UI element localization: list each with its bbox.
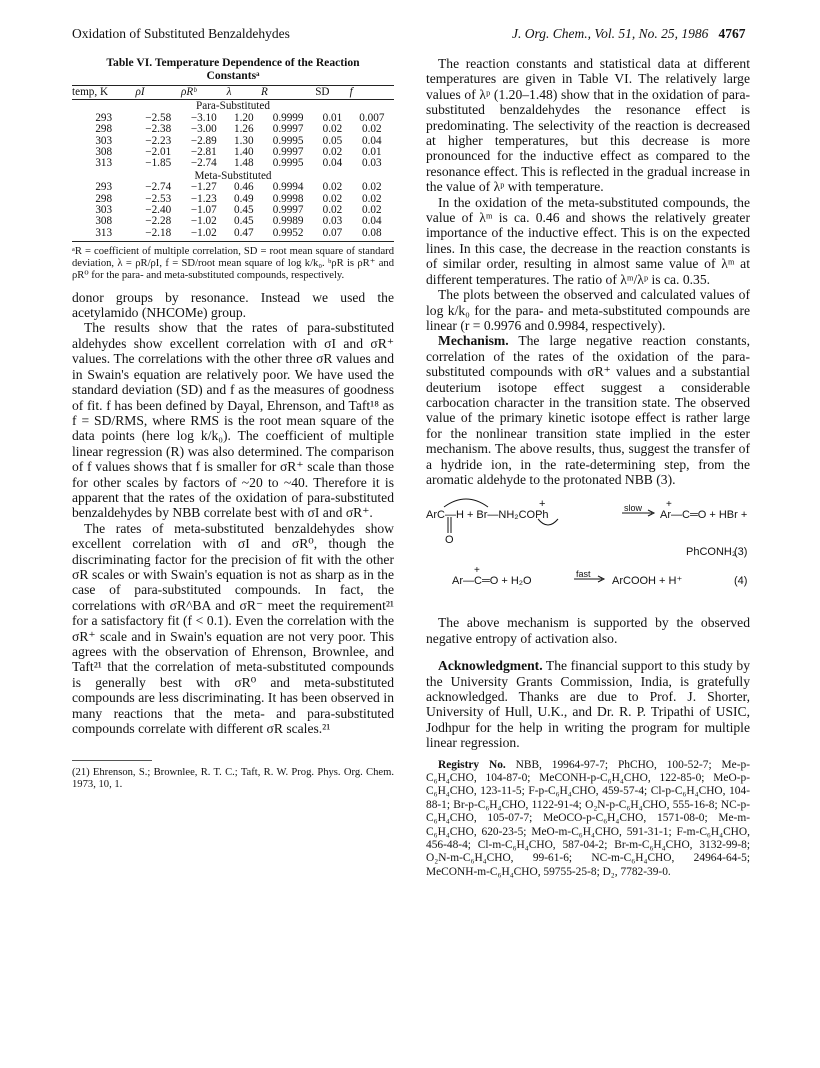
reaction3-byproduct: PhCONH₂ (686, 546, 737, 559)
table-cell: 0.47 (227, 228, 261, 242)
table-footnote: ᵃR = coefficient of multiple correlation, SD = root mean square of standard deviation, λ = ρR/ρI, f = SD/root mean square of log k/k₀. ᵇρR is ρR⁺ and ρR⁰ for the para- and meta-substituted compounds, respectively. (72, 246, 394, 281)
table-cell: 0.02 (322, 192, 343, 205)
table-cell: 0.07 (315, 228, 349, 242)
table-row (72, 158, 394, 169)
table-cell: 0.9952 (261, 228, 315, 242)
column-header: λ (227, 86, 261, 100)
table-cell: −2.40 (145, 204, 172, 217)
running-title: Oxidation of Substituted Benzaldehydes (72, 26, 290, 41)
table-cell: 0.007 (359, 111, 385, 124)
table-cell: 303 (95, 204, 113, 217)
table-cell: 0.02 (322, 123, 343, 136)
table-row (72, 194, 394, 205)
table-cell: 298 (95, 123, 113, 136)
table-cell: −2.58 (145, 111, 172, 124)
column-header: R (261, 86, 315, 100)
table-row (72, 216, 394, 227)
equation-number-3: (3) (734, 546, 748, 559)
table-cell: 1.40 (234, 146, 254, 159)
paragraph: In the oxidation of the meta-substituted compounds, the value of λᵐ is ca. 0.46 and shows the relatively greater importance of the inductive effect. This is on the expected lines. In this case, the decrease in the reaction constants is of similar order, resulting in almost same value of λᵐ at different temperatures. The ratio of λᵐ/λᵖ is ca. 0.35. (426, 194, 750, 287)
column-header: ρI (135, 86, 181, 100)
table-cell: 293 (95, 111, 113, 124)
positive-charge: + (666, 499, 672, 511)
right-column (426, 56, 750, 879)
table-cell: −2.01 (145, 146, 172, 159)
table-cell: −2.89 (190, 134, 217, 147)
table-cell: −2.74 (145, 181, 172, 194)
table-group-label-row (72, 100, 394, 113)
table-cell: 0.02 (362, 181, 382, 194)
registry-heading: Registry No. (438, 758, 506, 771)
table-cell: −3.00 (190, 123, 217, 136)
constants-table (72, 85, 394, 242)
acknowledgment-paragraph (426, 658, 750, 750)
table-cell: −1.27 (190, 181, 217, 194)
acknowledgment-heading: Acknowledgment. (438, 658, 543, 674)
table-row (72, 228, 394, 242)
journal-name: J. Org. Chem., Vol. 51, No. 25, 1986 (512, 26, 709, 41)
table-cell: 0.01 (322, 111, 343, 124)
carbonyl-oxygen: O (445, 534, 454, 547)
table-cell: 0.45 (234, 215, 254, 228)
table-cell: 1.20 (234, 111, 254, 124)
table-cell: 0.46 (234, 181, 254, 194)
reaction3-products: Ar—C═O + HBr + (660, 509, 748, 522)
reference-21: (21) Ehrenson, S.; Brownlee, R. T. C.; Taft, R. W. Prog. Phys. Org. Chem. 1973, 10, 1. (72, 767, 394, 791)
table-cell: −2.18 (135, 228, 181, 242)
page-number: 4767 (718, 26, 746, 41)
table-cell: 0.03 (322, 215, 343, 228)
column-header: temp, K (72, 86, 135, 100)
table-header-row (72, 86, 394, 100)
table-cell: −1.85 (145, 157, 172, 170)
table-cell: 0.04 (362, 215, 382, 228)
journal-citation (512, 26, 746, 42)
table-cell: −2.74 (190, 157, 217, 170)
table-cell: 0.02 (362, 192, 382, 205)
table-cell: 1.48 (234, 157, 254, 170)
table-cell: 0.45 (234, 204, 254, 217)
table-cell: 0.02 (322, 146, 343, 159)
table-cell: −2.53 (145, 192, 172, 205)
table-cell: 0.01 (362, 146, 382, 159)
reaction4-products: ArCOOH + H⁺ (612, 575, 683, 588)
column-header: SD (315, 86, 349, 100)
table-row (72, 136, 394, 147)
table-cell: −1.07 (190, 204, 217, 217)
reaction4-reactants: Ar—C═O + H₂O (452, 575, 532, 588)
table-cell: 313 (95, 157, 113, 170)
slow-label: slow (624, 503, 643, 514)
table-cell: 0.9997 (272, 146, 304, 159)
column-header: ρRᵇ (181, 86, 227, 100)
registry-paragraph (426, 759, 750, 880)
table-cell: 0.49 (234, 192, 254, 205)
table-cell: 0.02 (362, 123, 382, 136)
table-cell: 0.9994 (272, 181, 304, 194)
table-cell: 1.26 (234, 123, 254, 136)
paragraph: The reaction constants and statistical data at different temperatures are given in Table VI. The relatively large values of λᵖ (1.20–1.48) show that in the oxidation of para-substituted benzaldehydes the resonance effect is predominating. The selectivity of the reaction is decreased at higher temperatures, but this decrease is more pronounced for the inductive effect as compared to the resonance effect. This is reflected in the gradual increase in the value of λᵖ with temperature. (426, 56, 750, 195)
table-cell: −2.81 (190, 146, 217, 159)
table-cell: 0.9989 (272, 215, 304, 228)
reaction-scheme (426, 497, 750, 607)
table-cell: −2.28 (145, 215, 172, 228)
table-row (72, 113, 394, 124)
paragraph: The results show that the rates of para-substituted aldehydes show excellent correlation with σI and σR⁺ values. The correlations with the other three σR values and in Swain's equation are relatively poor. We have used the standard deviation (SD) and f as the measures of goodness of fit. f has been defined by Dayal, Ehrenson, and Taft¹⁸ as f = SD/RMS, where RMS is the root mean square of the data points (here log k/k₀). The coefficient of multiple linear regression (R) was also determined. The comparison of f values shows that f is smaller for σR⁺ scale than those for other scales by factors of ~20 to ~40. Therefore it is apparent that the rates of the oxidation of para-substituted benzaldehydes by NBB correlate best with σI and σR⁺. (72, 320, 394, 521)
table-cell: 0.9995 (272, 157, 304, 170)
table-row (72, 182, 394, 193)
equation-number-4: (4) (734, 575, 748, 588)
table-cell: 313 (72, 228, 135, 242)
table-cell: 0.9998 (272, 192, 304, 205)
table-group-para (72, 100, 394, 170)
table-caption: Table VI. Temperature Dependence of the Reaction Constantsᵃ (106, 56, 360, 82)
curved-arrow-icon (444, 499, 488, 507)
table-cell: 293 (95, 181, 113, 194)
table-group-label: Meta-Substituted (194, 169, 272, 182)
column-header: f (350, 86, 394, 100)
table-row (72, 124, 394, 135)
paragraph: The rates of meta-substituted benzaldehydes show excellent correlation with σI and σR⁰, though the discriminating factor for the precision of fit with the other σR scales or with Swain's equation is not as sharp as in the case of para-substituted compounds. In fact, the correlations with σR^BA and σR⁻ meet the requirement²¹ for a satisfactory fit (f < 0.1). Even the correlation with the σR⁺ scale and in Swain's equation are not very poor. This agrees with the observation of Ehrenson, Brownlee, and Taft²¹ that the correlation of meta-substituted compounds is generally best with σR⁰ and meta-substituted compounds are less discriminating. It has been observed in many reactions that the meta- and para-substituted compounds correlate with different σR scales.²¹ (72, 520, 394, 737)
table-group-label-row (72, 170, 394, 182)
table-cell: −1.02 (181, 228, 227, 242)
fast-label: fast (576, 569, 591, 580)
table-cell: −1.23 (190, 192, 217, 205)
table-cell: 0.02 (322, 181, 343, 194)
table-row (72, 205, 394, 216)
table-cell: 0.9999 (272, 111, 304, 124)
mechanism-text: The large negative reaction constants, correlation of the rates of the oxidation of the para-substituted compounds with σR⁺ values and a substantial deuterium isotope effect suggest a considerable carbocation character in the transition state. The observed value of the primary kinetic isotope effect is rather large for the nonlinear transition state implied in the ester mechanism. The above results, thus, suggest the transfer of a hydride ion, in the rate-determining step, from the aromatic aldehyde to the protonated NBB (3). (426, 333, 750, 487)
table-cell: 0.9997 (272, 204, 304, 217)
registry-text: NBB, 19964-97-7; PhCHO, 100-52-7; Me-p-C₆H₄CHO, 104-87-0; MeCONH-p-C₆H₄CHO, 122-85-0; MeO-p-C₆H₄CHO, 123-11-5; F-p-C₆H₄CHO, 459-57-4; Cl-p-C₆H₄CHO, 104-88-1; Br-p-C₆H₄CHO, 1122-91-4; O₂N-p-C₆H₄CHO, 555-16-8; NC-p-C₆H₄CHO, 105-07-7; MeOCO-p-C₆H₄CHO, 1571-08-0; Me-m-C₆H₄CHO, 620-23-5; MeO-m-C₆H₄CHO, 591-31-1; F-m-C₆H₄CHO, 456-48-4; Cl-m-C₆H₄CHO, 587-04-2; Br-m-C₆H₄CHO, 3132-99-8; O₂N-m-C₆H₄CHO, 99-61-6; NC-m-C₆H₄CHO, 24964-64-5; MeCONH-m-C₆H₄CHO, 59755-25-8; D₂, 7782-39-0. (426, 758, 750, 878)
table-cell: −2.38 (145, 123, 172, 136)
reaction3-reactants: ArC—H + Br—NH₂COPh (426, 509, 549, 522)
table-cell: 0.9997 (272, 123, 304, 136)
table-cell: 0.04 (322, 157, 343, 170)
table-cell: 1.30 (234, 134, 254, 147)
table-row (72, 147, 394, 158)
table-cell: −3.10 (190, 111, 217, 124)
table-cell: 0.02 (322, 204, 343, 217)
table-cell: 303 (95, 134, 113, 147)
paragraph: The plots between the observed and calculated values of log k/k₀ for the para- and meta-substituted compounds are linear (r = 0.9976 and 0.9984, respectively). (426, 287, 750, 333)
table-cell: 298 (95, 192, 113, 205)
table-cell: 0.04 (362, 134, 382, 147)
left-column (72, 56, 394, 791)
mechanism-heading: Mechanism. (438, 333, 509, 349)
table-cell: 0.05 (322, 134, 343, 147)
table-cell: 308 (95, 215, 113, 228)
table-cell: 0.08 (350, 228, 394, 242)
table-cell: −2.23 (145, 134, 172, 147)
table-cell: −1.02 (190, 215, 217, 228)
acknowledgment-text: The financial support to this study by the University Grants Commission, India, is gratefully acknowledged. Thanks are due to Prof. J. Shorter, University of Hull, U.K., and Dr. R. P. Tripathi of USIC, Jodhpur for the help in writing the program for multiple linear regression. (426, 658, 750, 751)
mechanism-paragraph (426, 333, 750, 487)
positive-charge: + (474, 565, 480, 577)
paragraph: donor groups by resonance. Instead we used the acetylamido (NHCOMe) group. (72, 289, 394, 321)
table-cell: 0.03 (362, 157, 382, 170)
table-cell: 0.02 (362, 204, 382, 217)
table-cell: 308 (95, 146, 113, 159)
positive-charge: + (539, 498, 546, 511)
reference-divider (72, 760, 152, 761)
table-group-label: Para-Substituted (196, 100, 270, 113)
table-cell: 0.9995 (272, 134, 304, 147)
paragraph: The above mechanism is supported by the observed negative entropy of activation also. (426, 615, 750, 646)
table-group-meta (72, 170, 394, 242)
